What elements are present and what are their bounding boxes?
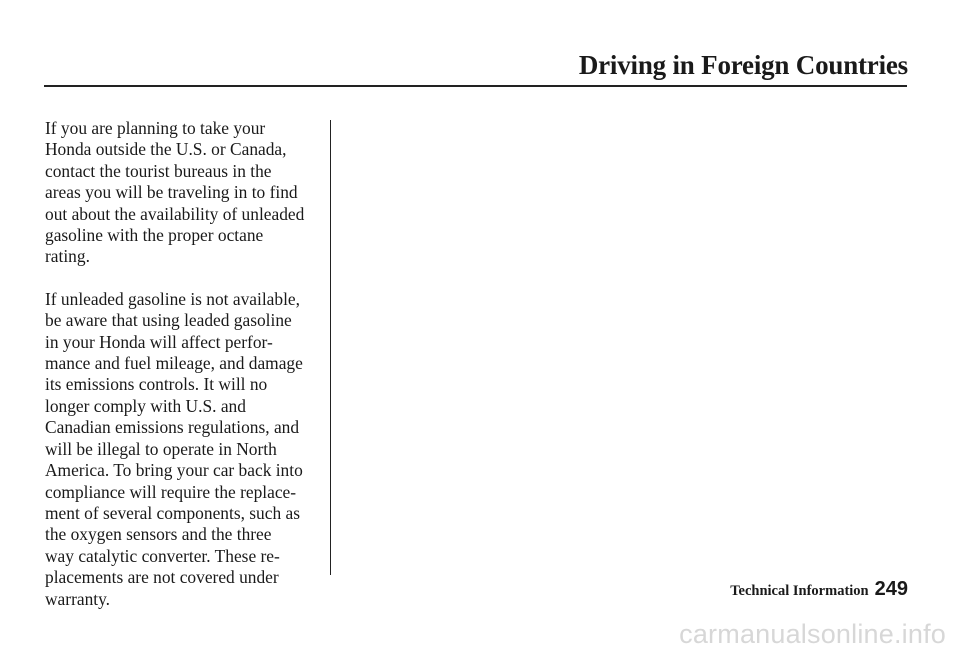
section-label: Technical Information bbox=[730, 583, 869, 599]
text-line: warranty. bbox=[45, 588, 111, 609]
text-line: its emissions controls. It will no bbox=[45, 374, 268, 395]
watermark: carmanualsonline.info bbox=[679, 619, 946, 649]
page-number: 249 bbox=[874, 578, 908, 600]
text-line: be aware that using leaded gasoline bbox=[45, 310, 292, 331]
page-footer bbox=[730, 578, 908, 601]
text-line: areas you will be traveling in to find bbox=[45, 182, 298, 203]
text-line: ment of several components, such as bbox=[45, 502, 300, 523]
text-line: will be illegal to operate in North bbox=[45, 438, 277, 459]
text-line: in your Honda will affect perfor- bbox=[45, 331, 273, 352]
text-line: compliance will require the replace- bbox=[45, 481, 297, 502]
paragraph-unleaded-availability bbox=[45, 118, 325, 268]
text-line: out about the availability of unleaded bbox=[45, 203, 305, 224]
text-line: If you are planning to take your bbox=[45, 118, 266, 138]
header-rule bbox=[44, 85, 907, 87]
text-line: Canadian emissions regulations, and bbox=[45, 417, 300, 438]
text-line: placements are not covered under bbox=[45, 567, 279, 588]
text-line: mance and fuel mileage, and damage bbox=[45, 353, 303, 374]
text-line: longer comply with U.S. and bbox=[45, 395, 246, 416]
paragraph-leaded-gasoline-warning bbox=[45, 289, 325, 610]
text-line: way catalytic converter. These re- bbox=[45, 545, 280, 566]
text-line: gasoline with the proper octane bbox=[45, 225, 264, 246]
text-line: Honda outside the U.S. or Canada, bbox=[45, 139, 287, 160]
text-column bbox=[45, 118, 325, 631]
text-line: the oxygen sensors and the three bbox=[45, 524, 272, 545]
text-line: America. To bring your car back into bbox=[45, 460, 303, 481]
text-line: If unleaded gasoline is not available, bbox=[45, 288, 300, 309]
text-line: contact the tourist bureaus in the bbox=[45, 160, 272, 181]
column-divider bbox=[330, 120, 331, 575]
text-line: rating. bbox=[45, 246, 90, 267]
page-title: Driving in Foreign Countries bbox=[578, 50, 908, 80]
